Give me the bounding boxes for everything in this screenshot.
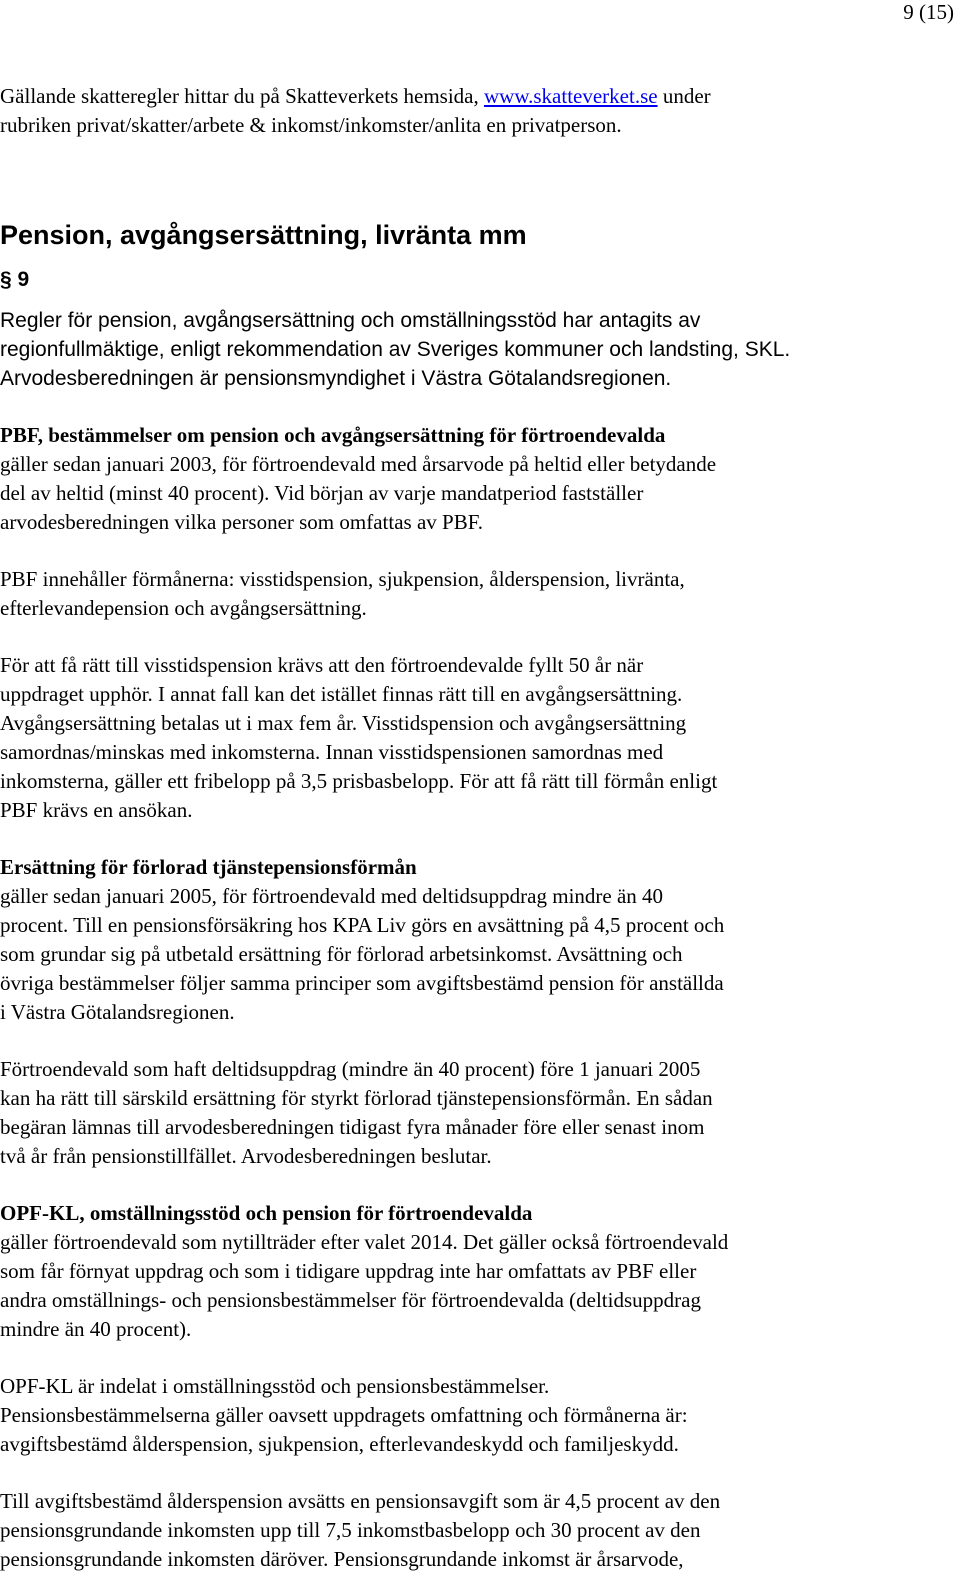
visstidspension-paragraph: För att få rätt till visstidspension krävs att den förtroendevalde fyllt 50 år när uppdraget upphör. I annat fall kan det istället finnas rätt till en avgångsersättning. Avgångsersättning betalas ut i max fem år. Visstidspension och avgångsersättning samordnas/minskas med inkomsterna. Innan visstidspensionen samordnas med inkomsterna, gäller ett fribelopp på 3,5 prisbasbelopp. För att få rätt till förmån enligt PBF krävs en ansökan. — [0, 653, 718, 822]
opf-paragraph: OPF-KL, omställningsstöd och pension för förtroendevalda gäller förtroendevald som nytillträder efter valet 2014. Det gäller också förtroendevald som får förnyat uppdrag och som i tidigare uppdrag inte har omfattats av PBF eller andra omställnings- och pensionsbestämmelser för förtroendevalda (deltidsuppdrag mindre än 40 procent). — [0, 1199, 958, 1344]
intro-line-1: Gällande skatteregler hittar du på Skatteverkets hemsida, www.skatteverket.se under — [0, 84, 711, 108]
formaner-paragraph: PBF innehåller förmånerna: visstidspension, sjukpension, ålderspension, livränta, efterlevandepension och avgångsersättning. — [0, 567, 685, 620]
section-number: § 9 — [0, 268, 30, 291]
opf-title: OPF-KL, omställningsstöd och pension för förtroendevalda — [0, 1201, 533, 1225]
intro-paragraph — [0, 82, 958, 140]
opf-indelat-paragraph: OPF-KL är indelat i omställningsstöd och pensionsbestämmelser. Pensionsbestämmelserna gäller oavsett uppdragets omfattning och förmånerna är: avgiftsbestämd ålderspension, sjukpension, efterlevandeskydd och familjeskydd. — [0, 1374, 688, 1456]
fortroendevald-paragraph: Förtroendevald som haft deltidsuppdrag (mindre än 40 procent) före 1 januari 2005 kan ha rätt till särskild ersättning för styrkt förlorad tjänstepensionsförmån. En sådan begäran lämnas till arvodesberedningen tidigast fyra månader före eller senast inom två år från pensionstillfället. Arvodesberedningen beslutar. — [0, 1057, 713, 1168]
section-heading: Pension, avgångsersättning, livränta mm — [0, 220, 527, 250]
ersattning-paragraph: Ersättning för förlorad tjänstepensionsförmån gäller sedan januari 2005, för förtroendevald med deltidsuppdrag mindre än 40 procent. Till en pensionsförsäkring hos KPA Liv görs en avsättning på 4,5 procent och som grundar sig på utbetald ersättning för förlorad arbetsinkomst. Avsättning och övriga bestämmelser följer samma principer som avgiftsbestämd pension för anställda i Västra Götalandsregionen. — [0, 853, 958, 1027]
page-number: 9 (15) — [903, 0, 954, 24]
intro-line-2: rubriken privat/skatter/arbete & inkomst/inkomster/anlita en privatperson. — [0, 113, 622, 137]
ersattning-title: Ersättning för förlorad tjänstepensionsförmån — [0, 855, 417, 879]
skatteverket-link[interactable]: www.skatteverket.se — [484, 84, 658, 108]
regler-paragraph: Regler för pension, avgångsersättning och omställningsstöd har antagits av regionfullmäktige, enligt rekommendation av Sveriges kommuner och landsting, SKL. Arvodesberedningen är pensionsmyndighet i Västra Götalandsregionen. — [0, 309, 791, 390]
document-body — [0, 82, 958, 1574]
pbf-paragraph: PBF, bestämmelser om pension och avgångsersättning för förtroendevalda gäller sedan januari 2003, för förtroendevald med årsarvode på heltid eller betydande del av heltid (minst 40 procent). Vid början av varje mandatperiod fastställer arvodesberedningen vilka personer som omfattas av PBF. — [0, 421, 958, 537]
avgiftsbestamd-paragraph: Till avgiftsbestämd ålderspension avsätts en pensionsavgift som är 4,5 procent av den pensionsgrundande inkomsten upp till 7,5 inkomstbasbelopp och 30 procent av den pensionsgrundande inkomsten däröver. Pensionsgrundande inkomst är årsarvode, — [0, 1489, 721, 1571]
pbf-title: PBF, bestämmelser om pension och avgångsersättning för förtroendevalda — [0, 423, 666, 447]
